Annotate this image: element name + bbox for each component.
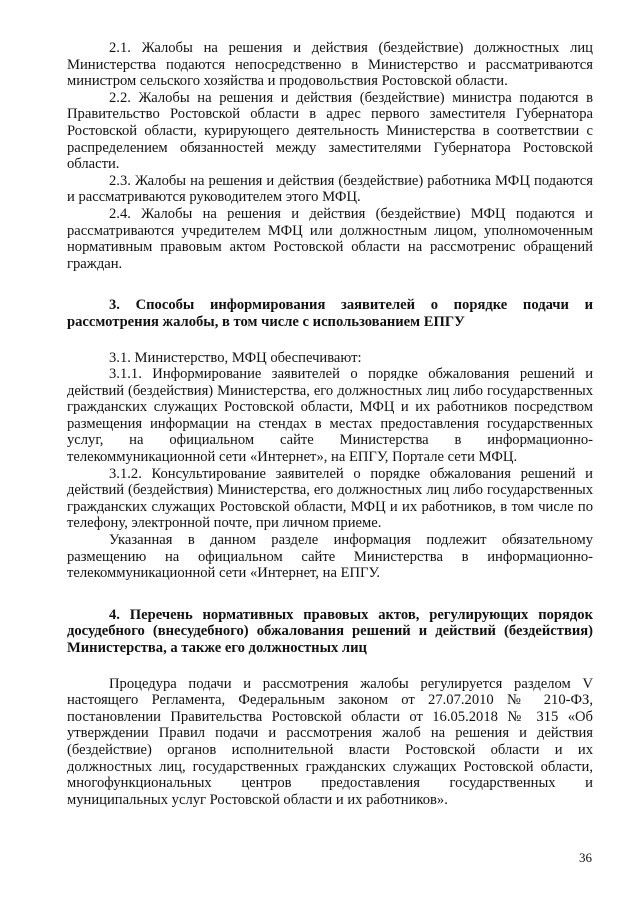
paragraph-3-1-1: 3.1.1. Информирование заявителей о порядке обжалования решений и действий (бездействия) Министерства, его должностных лиц либо государственных гражданских служащих Ростовской области, МФЦ и их работников посредством размещения информации на стендах в местах предоставления государственных услуг, на официальном сайте Министерства в информационно-телекоммуникационной сети «Интернет», на ЕПГУ, Портале сети МФЦ. <box>67 366 593 466</box>
spacer <box>67 582 593 607</box>
spacer <box>67 331 593 350</box>
paragraph-procedure: Процедура подачи и рассмотрения жалобы регулируется разделом V настоящего Регламента, Федеральным законом от 27.07.2010 № 210-ФЗ, постановлении Правительства Ростовской области от 16.05.2018 № 315 «Об утверждении Правил подачи и рассмотрения жалоб на решения и действия (бездействие) органов исполнительной власти Ростовской области и их должностных лиц, государственных гражданских служащих Ростовской области, многофункциональных центров предоставления государственных и муниципальных услуг Ростовской области и их работников». <box>67 675 593 808</box>
section-heading-4: 4. Перечень нормативных правовых актов, регулирующих порядок досудебного (внесудебного) обжалования решений и действий (бездействия) Министерства, а также его должностных лиц <box>67 606 593 656</box>
paragraph-2-1: 2.1. Жалобы на решения и действия (бездействие) должностных лиц Министерства подаются непосредственно в Министерство и рассматриваются министром сельского хозяйства и продовольствия Ростовской области. <box>67 40 593 90</box>
paragraph-3-1-2: 3.1.2. Консультирование заявителей о порядке обжалования решений и действий (бездействия) Министерства, его должностных лиц либо государственных гражданских служащих Ростовской области, МФЦ и их работников, в том числе по телефону, электронной почте, при личном приеме. <box>67 465 593 532</box>
paragraph-3-1: 3.1. Министерство, МФЦ обеспечивают: <box>109 349 362 366</box>
paragraph-2-3: 2.3. Жалобы на решения и действия (бездействие) работника МФЦ подаются и рассматриваются руководителем этого МФЦ. <box>67 172 593 206</box>
paragraph-info-note: Указанная в данном разделе информация подлежит обязательному размещению на официальном сайте Министерства в информационно-телекоммуникационной сети «Интернет, на ЕПГУ. <box>67 532 593 582</box>
paragraph-2-2: 2.2. Жалобы на решения и действия (бездействие) министра подаются в Правительство Ростовской области в адрес первого заместителя Губернатора Ростовской области, курирующего деятельность Министерства в соответствии с распределением обязанностей между заместителями Губернатора Ростовской области. <box>67 89 593 173</box>
spacer <box>67 657 593 676</box>
spacer <box>67 272 593 297</box>
section-heading-3: 3. Способы информирования заявителей о порядке подачи и рассмотрения жалобы, в том числе с использованием ЕПГУ <box>67 297 593 330</box>
page-number: 36 <box>579 850 592 865</box>
paragraph-2-4: 2.4. Жалобы на решения и действия (бездействие) МФЦ подаются и рассматриваются учредителем МФЦ или должностным лицом, уполномоченным нормативным правовым актом Ростовской области на рассмотренис обращений граждан. <box>67 205 593 272</box>
